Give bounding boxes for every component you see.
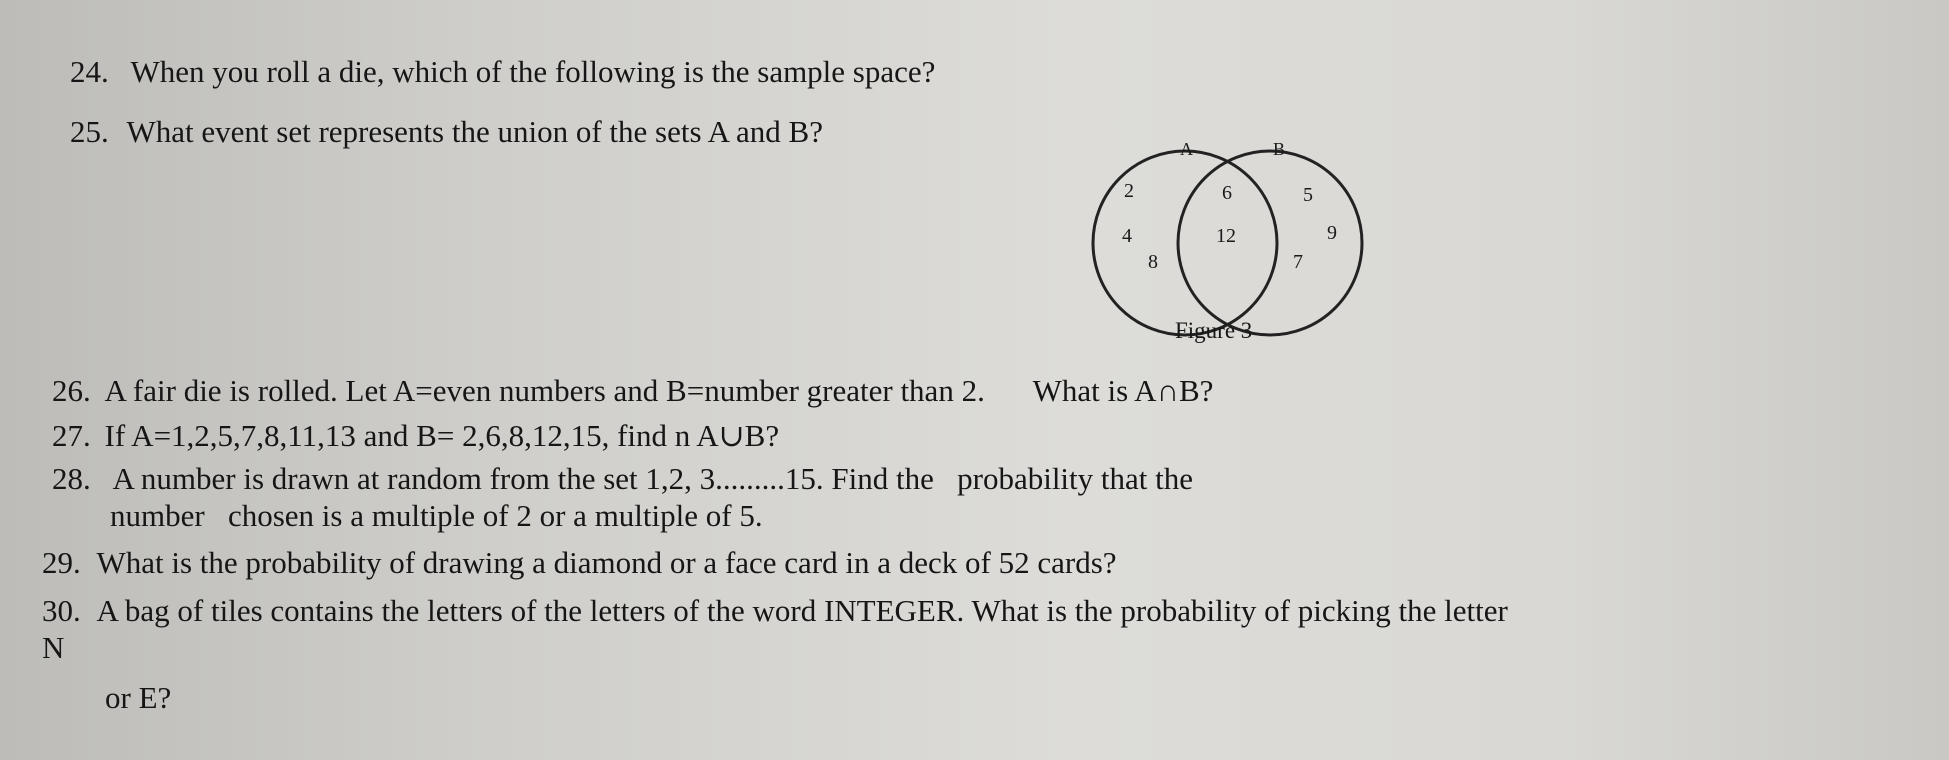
venn-value-intersection: 12 (1216, 225, 1236, 247)
set-a-label: A (1180, 139, 1193, 159)
venn-value-b: 7 (1293, 251, 1303, 273)
question-number: 28. (52, 461, 91, 496)
question-text: If A=1,2,5,7,8,11,13 and B= 2,6,8,12,15, find n A∪B? (104, 418, 780, 453)
question-number: 26. (52, 373, 91, 408)
set-b-label: B (1273, 139, 1286, 159)
question-text: What is the probability of drawing a diamond or a face card in a deck of 52 cards? (96, 545, 1117, 580)
venn-value-b: 9 (1327, 222, 1337, 244)
question-text: What event set represents the union of the sets A and B? (126, 114, 823, 149)
question-number: 30. (42, 593, 81, 628)
question-28-line-2: number chosen is a multiple of 2 or a multiple of 5. (110, 498, 763, 533)
question-text-continued: What is A∩B? (1032, 373, 1214, 408)
venn-value-a: 4 (1122, 225, 1132, 247)
venn-value-b: 5 (1303, 184, 1313, 206)
question-29 (42, 547, 1117, 578)
question-27 (52, 420, 779, 451)
question-text: When you roll a die, which of the following is the sample space? (130, 54, 936, 89)
question-number: 24. (70, 54, 109, 89)
question-26 (52, 375, 1213, 406)
question-number: 27. (52, 418, 91, 453)
venn-value-a: 8 (1148, 251, 1158, 273)
question-24 (70, 56, 935, 87)
question-25 (70, 116, 823, 147)
figure-caption: Figure 3 (1175, 318, 1253, 343)
set-a-circle (1093, 151, 1277, 335)
venn-value-intersection: 6 (1222, 182, 1232, 204)
question-30-line-3: or E? (105, 680, 172, 715)
question-number: 25. (70, 114, 109, 149)
venn-value-a: 2 (1124, 180, 1134, 202)
question-28 (52, 463, 1193, 494)
question-text: A number is drawn at random from the set 1,2, 3.........15. Find the probability that the (112, 461, 1194, 496)
question-number: 29. (42, 545, 81, 580)
question-30 (42, 595, 1508, 626)
question-30-line-2: N (42, 630, 65, 665)
question-text: A fair die is rolled. Let A=even numbers and B=number greater than 2. (104, 373, 985, 408)
question-text: A bag of tiles contains the letters of the letters of the word INTEGER. What is the probability of picking the letter (96, 593, 1508, 628)
